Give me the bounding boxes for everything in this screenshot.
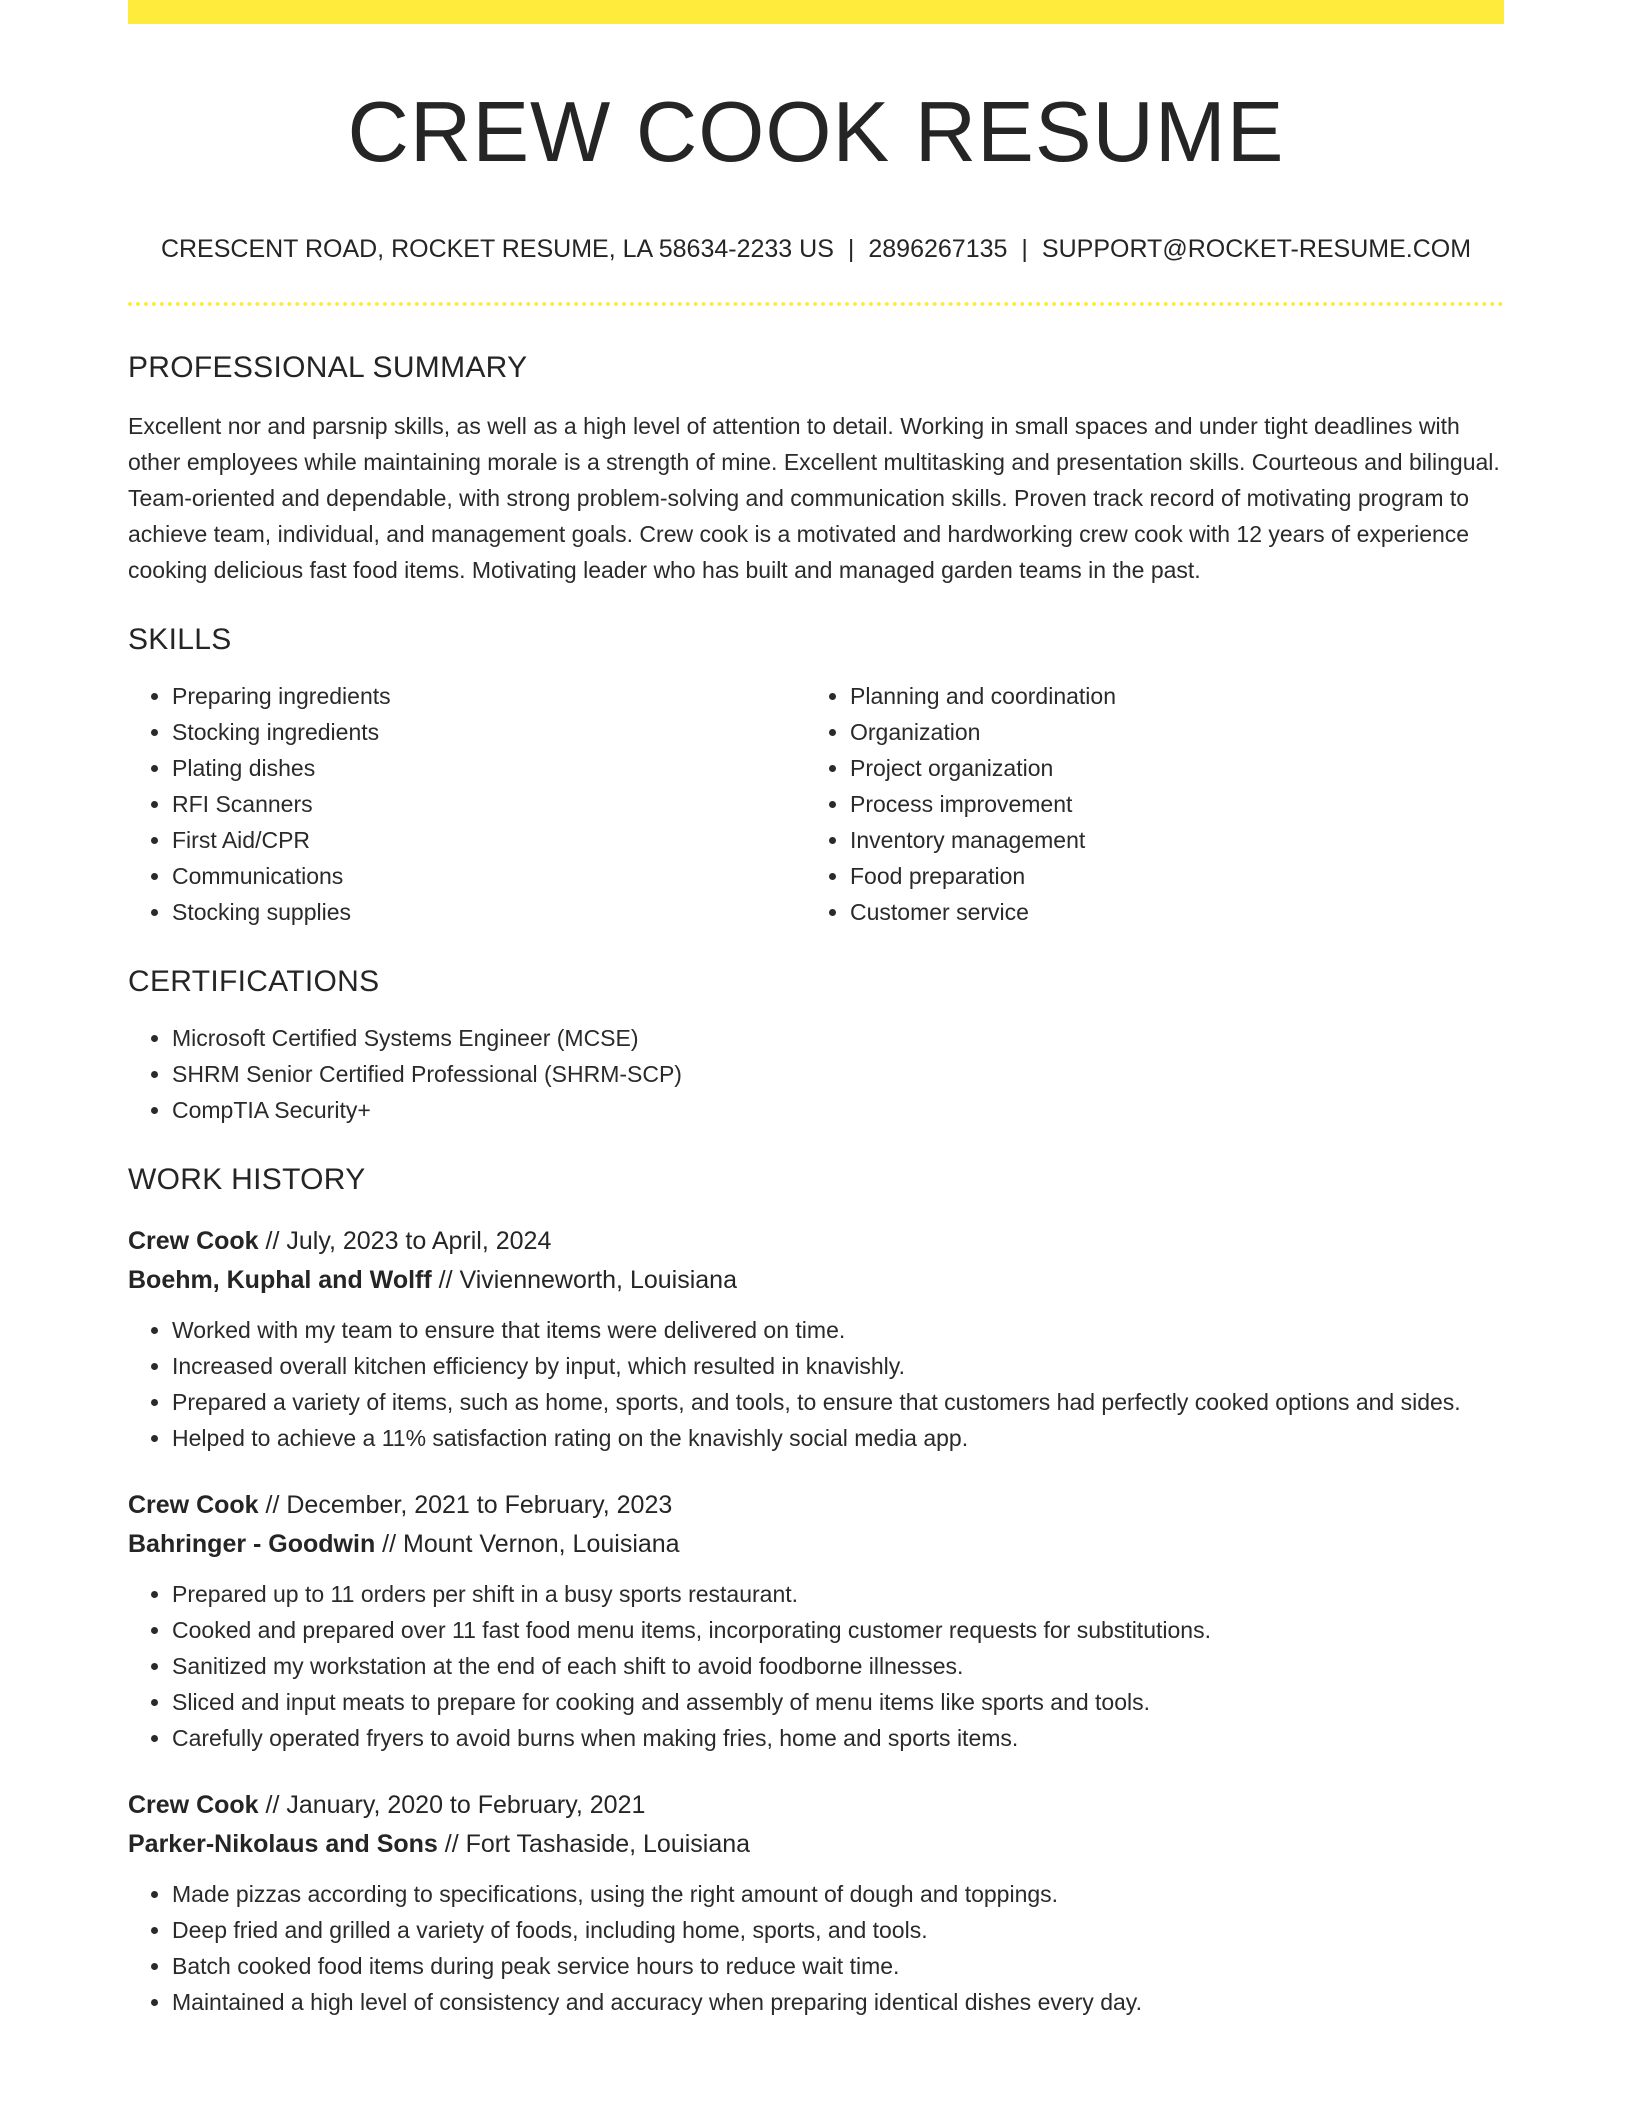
job-company-line bbox=[128, 1261, 1504, 1300]
job-role: Crew Cook bbox=[128, 1791, 259, 1819]
job-bullet: • Helped to achieve a 11% satisfaction rating on the knavishly social media app. bbox=[172, 1420, 1504, 1456]
job-bullet: • Prepared a variety of items, such as home, sports, and tools, to ensure that customers had perfectly cooked options and sides. bbox=[172, 1384, 1504, 1420]
certification-item: • CompTIA Security+ bbox=[172, 1092, 1504, 1128]
job-bullet: • Prepared up to 11 orders per shift in a busy sports restaurant. bbox=[172, 1576, 1504, 1612]
skill-item: • Inventory management bbox=[850, 822, 1484, 858]
certification-item: • SHRM Senior Certified Professional (SHRM-SCP) bbox=[172, 1056, 1504, 1092]
job-company-line bbox=[128, 1825, 1504, 1864]
skills-list-left bbox=[128, 678, 806, 930]
certifications-list bbox=[128, 1020, 1504, 1128]
job-bullet: • Sliced and input meats to prepare for cooking and assembly of menu items like sports and tools. bbox=[172, 1684, 1504, 1720]
job-company: Boehm, Kuphal and Wolff bbox=[128, 1266, 432, 1294]
job-bullet: • Carefully operated fryers to avoid burns when making fries, home and sports items. bbox=[172, 1720, 1504, 1756]
summary-text: Excellent nor and parsnip skills, as well as a high level of attention to detail. Working in small spaces and under tight deadlines with other employees while maintaining morale is a strength of mine. Excellent multitasking and presentation skills. Courteous and bilingual. Team-oriented and dependable, with strong problem-solving and communication skills. Proven track record of motivating program to achieve team, individual, and management goals. Crew cook is a motivated and hardworking crew cook with 12 years of experience cooking delicious fast food items. Motivating leader who has built and managed garden teams in the past. bbox=[128, 413, 1500, 583]
job-bullet: • Increased overall kitchen efficiency by input, which resulted in knavishly. bbox=[172, 1348, 1504, 1384]
dotted-divider bbox=[128, 302, 1504, 306]
skills-list-right bbox=[806, 678, 1484, 930]
job-bullet: • Maintained a high level of consistency and accuracy when preparing identical dishes every day. bbox=[172, 1984, 1504, 2020]
skill-item: • Project organization bbox=[850, 750, 1484, 786]
job-location: // Mount Vernon, Louisiana bbox=[375, 1530, 680, 1558]
job-bullets bbox=[128, 1876, 1504, 2020]
job-bullet: • Batch cooked food items during peak service hours to reduce wait time. bbox=[172, 1948, 1504, 1984]
contact-phone: 2896267135 bbox=[868, 235, 1008, 263]
skill-item: • RFI Scanners bbox=[172, 786, 806, 822]
skill-item: • Stocking ingredients bbox=[172, 714, 806, 750]
job-dates: // January, 2020 to February, 2021 bbox=[258, 1791, 646, 1819]
job-role: Crew Cook bbox=[128, 1227, 259, 1255]
job-role-line bbox=[128, 1486, 1504, 1525]
job-entry bbox=[128, 1486, 1504, 1756]
job-bullet: • Cooked and prepared over 11 fast food menu items, incorporating customer requests for substitutions. bbox=[172, 1612, 1504, 1648]
job-dates: // July, 2023 to April, 2024 bbox=[258, 1227, 552, 1255]
skills-columns bbox=[128, 678, 1504, 930]
job-entry bbox=[128, 1786, 1504, 2020]
summary-heading: PROFESSIONAL SUMMARY bbox=[128, 351, 528, 384]
skill-item: • Planning and coordination bbox=[850, 678, 1484, 714]
contact-address: CRESCENT ROAD, ROCKET RESUME, LA 58634-2233 US bbox=[160, 235, 834, 263]
skill-item: • Organization bbox=[850, 714, 1484, 750]
skill-item: • Plating dishes bbox=[172, 750, 806, 786]
skill-item: • Preparing ingredients bbox=[172, 678, 806, 714]
job-company: Bahringer - Goodwin bbox=[128, 1530, 376, 1558]
job-bullets bbox=[128, 1576, 1504, 1756]
contact-separator: | bbox=[1021, 235, 1028, 263]
skills-heading: SKILLS bbox=[128, 623, 232, 656]
top-accent-bar bbox=[128, 0, 1504, 24]
contact-email: SUPPORT@ROCKET-RESUME.COM bbox=[1041, 235, 1472, 263]
skill-item: • Stocking supplies bbox=[172, 894, 806, 930]
resume-page bbox=[128, 0, 1504, 2020]
job-company-line bbox=[128, 1525, 1504, 1564]
job-bullet: • Deep fried and grilled a variety of foods, including home, sports, and tools. bbox=[172, 1912, 1504, 1948]
contact-line bbox=[128, 234, 1504, 264]
job-bullet: • Sanitized my workstation at the end of each shift to avoid foodborne illnesses. bbox=[172, 1648, 1504, 1684]
job-role: Crew Cook bbox=[128, 1491, 259, 1519]
work-history-heading: WORK HISTORY bbox=[128, 1163, 366, 1196]
certification-item: • Microsoft Certified Systems Engineer (MCSE) bbox=[172, 1020, 1504, 1056]
job-location: // Vivienneworth, Louisiana bbox=[431, 1266, 737, 1294]
resume-title: CREW COOK RESUME bbox=[347, 85, 1285, 180]
skill-item: • Communications bbox=[172, 858, 806, 894]
job-location: // Fort Tashaside, Louisiana bbox=[437, 1830, 751, 1858]
job-bullet: • Made pizzas according to specifications, using the right amount of dough and toppings. bbox=[172, 1876, 1504, 1912]
job-role-line bbox=[128, 1222, 1504, 1261]
job-company: Parker-Nikolaus and Sons bbox=[128, 1830, 438, 1858]
job-dates: // December, 2021 to February, 2023 bbox=[258, 1491, 673, 1519]
job-entry bbox=[128, 1222, 1504, 1456]
skill-item: • Customer service bbox=[850, 894, 1484, 930]
certifications-heading: CERTIFICATIONS bbox=[128, 965, 380, 998]
skill-item: • Food preparation bbox=[850, 858, 1484, 894]
skill-item: • First Aid/CPR bbox=[172, 822, 806, 858]
job-bullet: • Worked with my team to ensure that items were delivered on time. bbox=[172, 1312, 1504, 1348]
job-role-line bbox=[128, 1786, 1504, 1825]
skill-item: • Process improvement bbox=[850, 786, 1484, 822]
contact-separator: | bbox=[847, 235, 855, 263]
job-bullets bbox=[128, 1312, 1504, 1456]
